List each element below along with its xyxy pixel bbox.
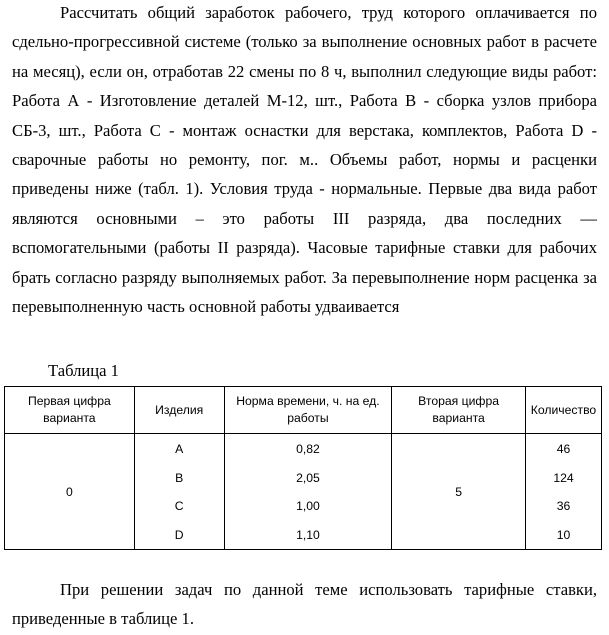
norm-cell: 1,00 [224,492,392,520]
header-item: Изделия [134,387,224,434]
item-cell: A [134,434,224,465]
problem-statement: Рассчитать общий заработок рабочего, труд которого оплачивается по сдельно-прогрессивной системе (только за выполнение основных работ в расчете на месяц), если он, отработав 22 смены по 8 ч, выполнил следующие виды работ: Работа А - Изготовление деталей М-12, шт., Работа В - сборка узлов прибора СБ-3, шт., Работа С - монтаж оснастки для верстака, комплектов, Работа D - сварочные работы но ремонту, пог. м.. Объемы работ, нормы и расценки приведены ниже (табл. 1). Условия труда - нормальные. Первые два вида работ являются основными – это работы III разряда, два последних — вспомогательными (работы II разряда). Часовые тарифные ставки для рабочих брать согласно разряду выполняемых работ. За перевыполнение норм расценка за перевыполненную часть основной работы удваивается [12,3,597,317]
header-norm: Норма времени, ч. на ед. работы [224,387,392,434]
item-cell: C [134,492,224,520]
second-digit-cell: 5 [392,434,526,550]
header-first-digit: Первая цифра варианта [5,387,135,434]
header-quantity: Количество [525,387,601,434]
header-second-digit: Вторая цифра варианта [392,387,526,434]
footer-note: При решении задач по данной теме использовать тарифные ставки, приведенные в таблице 1. [12,580,597,629]
norm-cell: 2,05 [224,464,392,492]
item-cell: B [134,464,224,492]
quantity-cell: 10 [525,520,601,550]
item-cell: D [134,520,224,550]
first-digit-cell: 0 [5,434,135,550]
quantity-cell: 46 [525,434,601,465]
rates-table [4,386,602,550]
quantity-cell: 36 [525,492,601,520]
norm-cell: 0,82 [224,434,392,465]
table-row [5,434,602,465]
table-caption: Таблица 1 [48,361,119,380]
quantity-cell: 124 [525,464,601,492]
norm-cell: 1,10 [224,520,392,550]
table-header-row [5,387,602,434]
